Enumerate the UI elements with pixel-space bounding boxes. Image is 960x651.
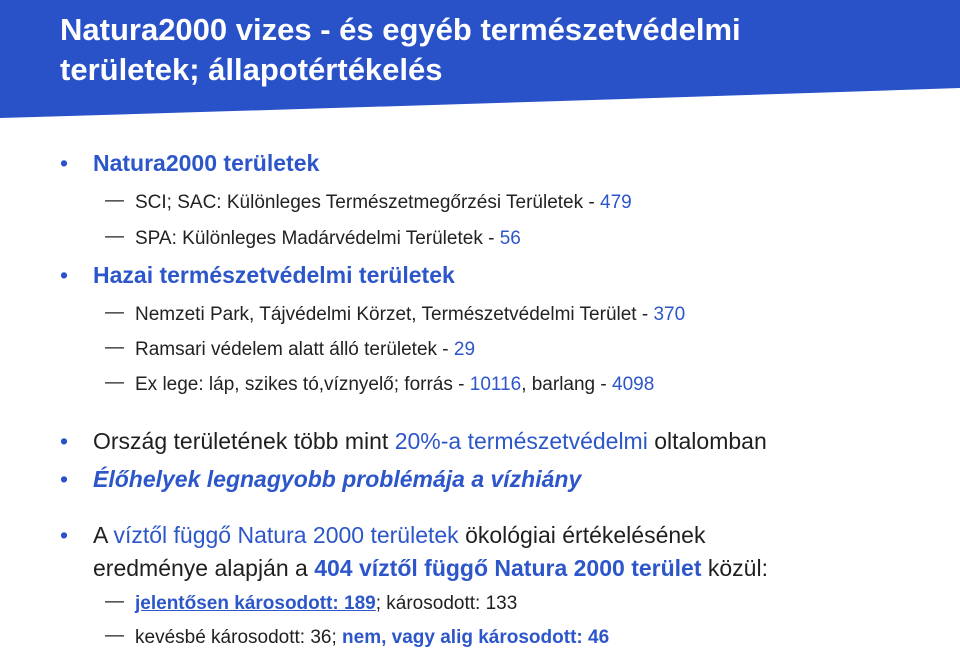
exlege-mid: , barlang -	[521, 374, 613, 395]
dash-icon: —	[105, 372, 124, 393]
exlege-count-barlang: 4098	[612, 374, 655, 395]
sci-count: 479	[600, 192, 632, 213]
dash-icon: —	[105, 226, 124, 247]
bullet-dot-icon: •	[60, 522, 69, 548]
kevesbe-karosodott: kevésbé károsodott: 36;	[135, 627, 343, 648]
orszag-text-a: Ország területének több mint	[93, 428, 395, 454]
sci-text: SCI; SAC: Különleges Természetmegőrzési Területek -	[135, 192, 600, 213]
exlege-count-forras: 10116	[469, 374, 522, 395]
exlege-text: Ex lege: láp, szikes tó,víznyelő; forrás -	[135, 374, 470, 395]
page-title	[60, 10, 940, 90]
dash-icon: —	[105, 591, 124, 612]
dash-icon: —	[105, 190, 124, 211]
dash-icon: —	[105, 337, 124, 358]
orszag-text-c: oltalomban	[647, 428, 767, 454]
np-count: 370	[653, 304, 686, 325]
bullet-dot-icon: •	[60, 466, 69, 492]
jelentosen-karosodott: jelentősen károsodott: 189	[135, 593, 376, 614]
dash-icon: —	[105, 625, 124, 646]
viz-text-b: víztől függő Natura 2000 területek	[113, 522, 459, 548]
ramsar-text: Ramsari védelem alatt álló területek -	[135, 339, 454, 360]
title-line-1: Natura2000 vizes - és egyéb természetvédelmi	[60, 12, 741, 47]
nem-karosodott: nem, vagy alig károsodott: 46	[342, 627, 610, 648]
title-banner	[0, 0, 960, 120]
viz2-text-b: 404 víztől függő Natura 2000 terület	[314, 555, 702, 581]
bullet-dot-icon: •	[60, 262, 69, 288]
ramsar-count: 29	[453, 339, 476, 360]
hazai-heading: Hazai természetvédelmi területek	[93, 262, 455, 288]
viz-text-a: A	[93, 522, 114, 548]
dash-icon: —	[105, 302, 124, 323]
bullet-dot-icon: •	[60, 150, 69, 176]
natura2000-heading: Natura2000 területek	[93, 150, 320, 176]
orszag-text-b: 20%-a természetvédelmi	[394, 428, 648, 454]
karosodott: ; károsodott: 133	[375, 593, 518, 614]
bullet-dot-icon: •	[60, 428, 69, 454]
spa-count: 56	[499, 228, 521, 249]
elohely-text: Élőhelyek legnagyobb problémája a vízhiány	[93, 466, 582, 492]
np-text: Nemzeti Park, Tájvédelmi Körzet, Természetvédelmi Terület -	[135, 304, 654, 325]
viz2-text-c: közül:	[701, 555, 768, 581]
title-line-2: területek; állapotértékelés	[60, 52, 443, 87]
viz2-text-a: eredménye alapján a	[93, 555, 315, 581]
spa-text: SPA: Különleges Madárvédelmi Területek -	[135, 228, 500, 249]
viz-text-c: ökológiai értékelésének	[458, 522, 706, 548]
